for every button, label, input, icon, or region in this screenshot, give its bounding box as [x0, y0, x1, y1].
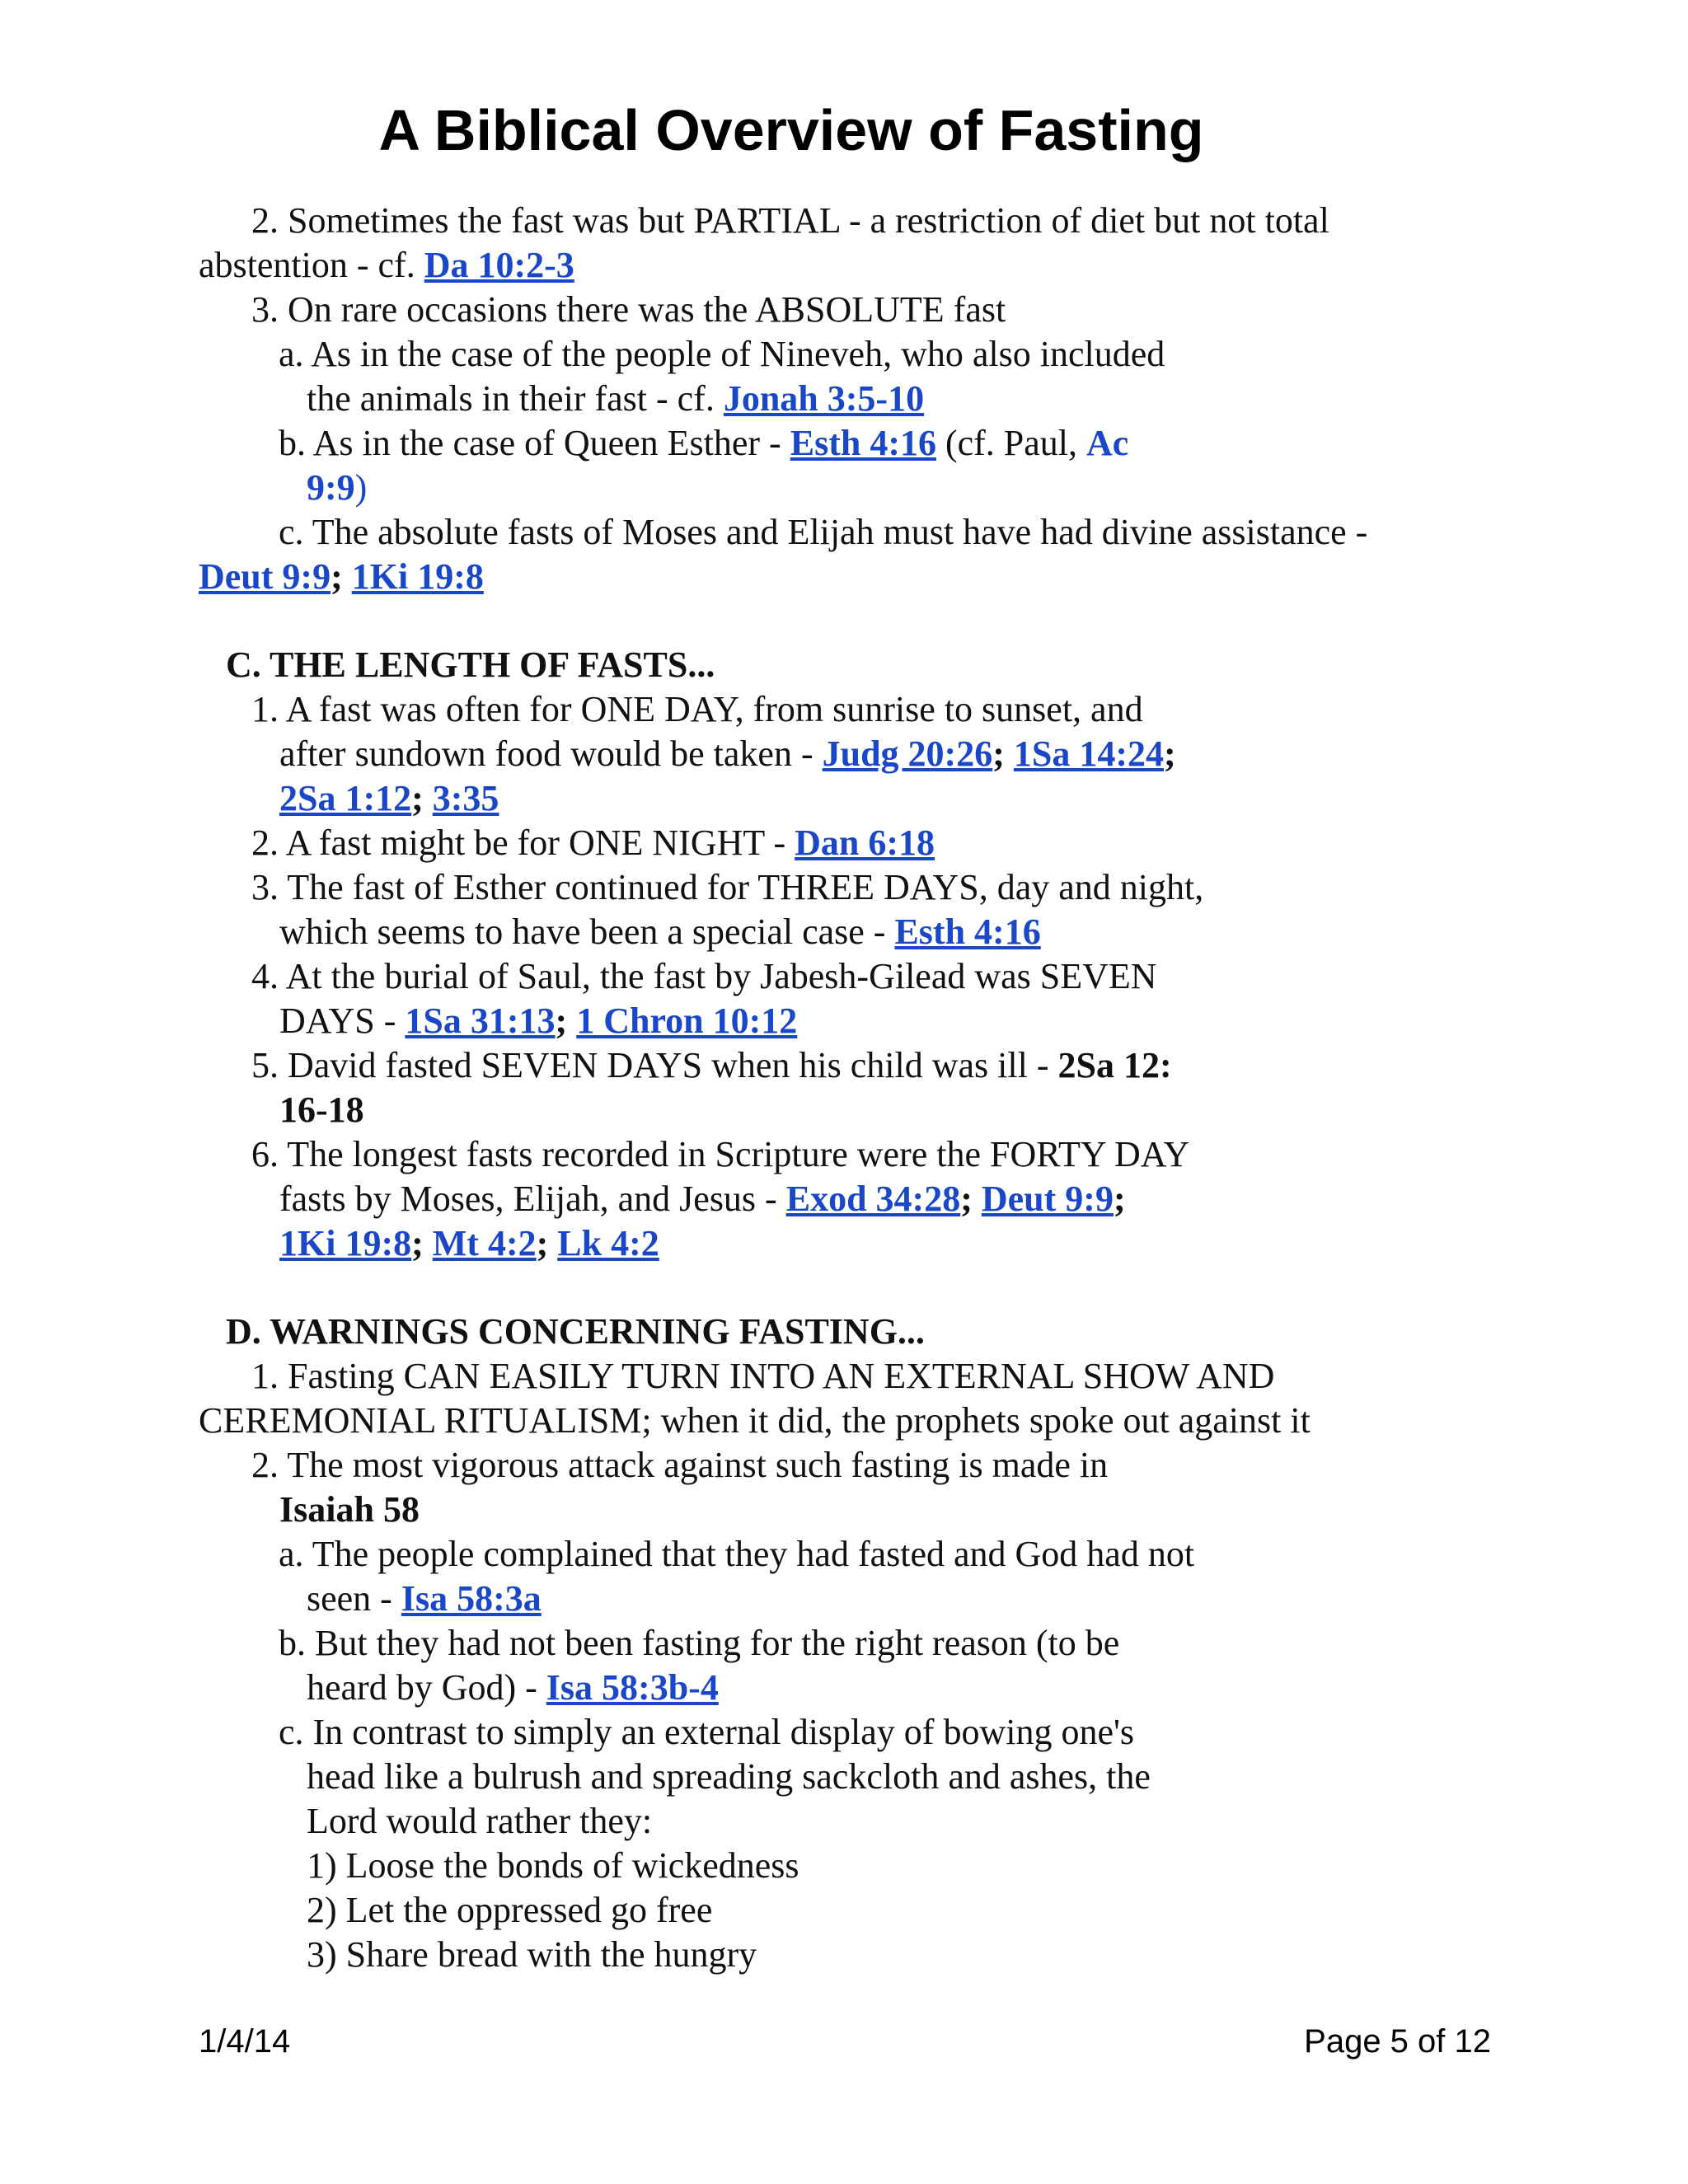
- list-item-continuation: [279, 1221, 659, 1266]
- heading-text: C. THE LENGTH OF FASTS...: [226, 644, 715, 685]
- item-text: Lord would rather they:: [307, 1801, 653, 1841]
- sub-item-continuation: [307, 377, 924, 421]
- item-text: abstention - cf.: [199, 245, 424, 285]
- nested-item: [307, 1933, 757, 1977]
- scripture-link[interactable]: 2Sa 1:12: [279, 778, 412, 818]
- footer-page-number: Page 5 of 12: [1304, 2023, 1491, 2060]
- sub-item-continuation: [307, 1666, 719, 1710]
- list-item-continuation: [279, 1088, 364, 1132]
- scripture-link[interactable]: 1 Chron 10:12: [576, 1001, 798, 1041]
- sub-item: [279, 510, 1367, 555]
- item-text: the animals in their fast - cf.: [307, 378, 724, 419]
- sub-item: [279, 1532, 1194, 1577]
- item-text: 6. The longest fasts recorded in Scripture were the FORTY DAY: [251, 1134, 1190, 1174]
- separator: ;: [555, 1001, 577, 1041]
- separator: ;: [536, 1223, 558, 1263]
- scripture-link[interactable]: Da 10:2-3: [424, 245, 574, 285]
- list-item-continuation: [279, 1488, 420, 1532]
- item-text: 2. A fast might be for ONE NIGHT -: [251, 823, 795, 863]
- scripture-link[interactable]: Isa 58:3a: [401, 1578, 542, 1619]
- list-item: [251, 865, 1203, 910]
- scripture-link[interactable]: Deut 9:9: [199, 556, 331, 597]
- scripture-link[interactable]: 9:9: [307, 467, 355, 508]
- item-text: head like a bulrush and spreading sackcloth and ashes, the: [307, 1756, 1151, 1797]
- separator: ;: [1163, 733, 1176, 774]
- item-text: c. In contrast to simply an external display of bowing one's: [279, 1712, 1135, 1752]
- list-item-continuation: [279, 732, 1176, 776]
- item-text: heard by God) -: [307, 1667, 546, 1708]
- scripture-link[interactable]: Isa 58:3b-4: [546, 1667, 719, 1708]
- item-text: 1. A fast was often for ONE DAY, from sunrise to sunset, and: [251, 689, 1143, 729]
- nested-item: [307, 1888, 712, 1933]
- list-item: [251, 1354, 1274, 1399]
- item-text: seen -: [307, 1578, 401, 1619]
- item-text: 1) Loose the bonds of wickedness: [307, 1845, 799, 1886]
- separator: ;: [960, 1179, 982, 1219]
- item-text: CEREMONIAL RITUALISM; when it did, the prophets spoke out against it: [199, 1400, 1311, 1441]
- item-text: 3. The fast of Esther continued for THREE DAYS, day and night,: [251, 867, 1204, 907]
- item-text: b. But they had not been fasting for the right reason (to be: [279, 1623, 1120, 1663]
- item-text: 2. The most vigorous attack against such fasting is made in: [251, 1445, 1109, 1485]
- scripture-link[interactable]: Mt 4:2: [432, 1223, 537, 1263]
- nested-item: [307, 1844, 799, 1888]
- sub-item-continuation: [199, 555, 484, 599]
- list-item-continuation: [279, 1177, 1126, 1221]
- sub-item-continuation: [307, 1799, 652, 1844]
- list-item: [251, 687, 1143, 732]
- separator: ;: [331, 556, 352, 597]
- scripture-link[interactable]: 1Ki 19:8: [279, 1223, 412, 1263]
- scripture-reference: 2Sa 12:: [1057, 1045, 1172, 1085]
- sub-item: [279, 421, 1128, 466]
- item-text: 3) Share bread with the hungry: [307, 1934, 757, 1975]
- item-text: after sundown food would be taken -: [279, 733, 823, 774]
- item-text: 3. On rare occasions there was the ABSOLUTE fast: [251, 289, 1006, 330]
- sub-item-continuation: [307, 1577, 542, 1621]
- sub-item: [279, 1621, 1119, 1666]
- footer-date: 1/4/14: [199, 2023, 291, 2060]
- separator: ;: [411, 778, 433, 818]
- list-item: [251, 1043, 1172, 1088]
- heading-text: D. WARNINGS CONCERNING FASTING...: [226, 1311, 925, 1352]
- scripture-link[interactable]: Judg 20:26: [822, 733, 993, 774]
- separator: ;: [992, 733, 1014, 774]
- scripture-reference: 16-18: [279, 1090, 364, 1130]
- scripture-link[interactable]: 1Ki 19:8: [351, 556, 484, 597]
- scripture-link[interactable]: Dan 6:18: [795, 823, 935, 863]
- scripture-link[interactable]: 1Sa 14:24: [1013, 733, 1164, 774]
- scripture-link[interactable]: Jonah 3:5-10: [723, 378, 925, 419]
- sub-item: [279, 332, 1165, 377]
- list-item-continuation: [279, 910, 1041, 954]
- scripture-link[interactable]: Esth 4:16: [894, 912, 1041, 952]
- list-item: [251, 954, 1157, 999]
- list-item-continuation: [199, 1399, 1311, 1443]
- scripture-link[interactable]: Lk 4:2: [557, 1223, 659, 1263]
- item-text: DAYS -: [279, 1001, 406, 1041]
- list-item-continuation: [279, 999, 797, 1043]
- list-item: [251, 1443, 1108, 1488]
- scripture-link[interactable]: Esth 4:16: [790, 423, 936, 463]
- item-text: 1. Fasting CAN EASILY TURN INTO AN EXTERNAL SHOW AND: [251, 1356, 1275, 1396]
- list-item-continuation: [199, 243, 574, 288]
- scripture-link[interactable]: 1Sa 31:13: [405, 1001, 556, 1041]
- separator: ;: [1113, 1179, 1126, 1219]
- list-item: [251, 288, 1006, 332]
- sub-item: [279, 1710, 1134, 1755]
- scripture-reference: Isaiah 58: [279, 1489, 420, 1530]
- sub-item-continuation: [307, 1755, 1151, 1799]
- list-item-continuation: [279, 776, 499, 821]
- scripture-link[interactable]: Deut 9:9: [981, 1179, 1114, 1219]
- item-text: 2) Let the oppressed go free: [307, 1890, 713, 1930]
- item-text: which seems to have been a special case -: [279, 912, 895, 952]
- scripture-link[interactable]: Ac: [1086, 423, 1129, 463]
- item-text: 2. Sometimes the fast was but PARTIAL - a restriction of diet but not total: [251, 200, 1329, 241]
- scripture-link[interactable]: Exod 34:28: [785, 1179, 961, 1219]
- separator: ;: [411, 1223, 433, 1263]
- item-text: a. As in the case of the people of Nineveh, who also included: [279, 334, 1165, 374]
- item-text: 5. David fasted SEVEN DAYS when his child was ill -: [251, 1045, 1058, 1085]
- list-item: [251, 1132, 1189, 1177]
- item-text: fasts by Moses, Elijah, and Jesus -: [279, 1179, 786, 1219]
- item-text: 4. At the burial of Saul, the fast by Jabesh-Gilead was SEVEN: [251, 956, 1157, 996]
- section-heading: [226, 1310, 925, 1354]
- list-item: [251, 199, 1329, 243]
- section-heading: [226, 643, 715, 687]
- item-text: b. As in the case of Queen Esther -: [279, 423, 790, 463]
- list-item: [251, 821, 935, 865]
- item-text: a. The people complained that they had fasted and God had not: [279, 1534, 1195, 1574]
- sub-item-continuation: [307, 466, 367, 510]
- closing-paren: ): [354, 467, 368, 508]
- page-title: A Biblical Overview of Fasting: [378, 98, 1204, 162]
- item-text: (cf. Paul,: [935, 423, 1087, 463]
- item-text: c. The absolute fasts of Moses and Elijah must have had divine assistance -: [279, 512, 1368, 552]
- scripture-link[interactable]: 3:35: [432, 778, 499, 818]
